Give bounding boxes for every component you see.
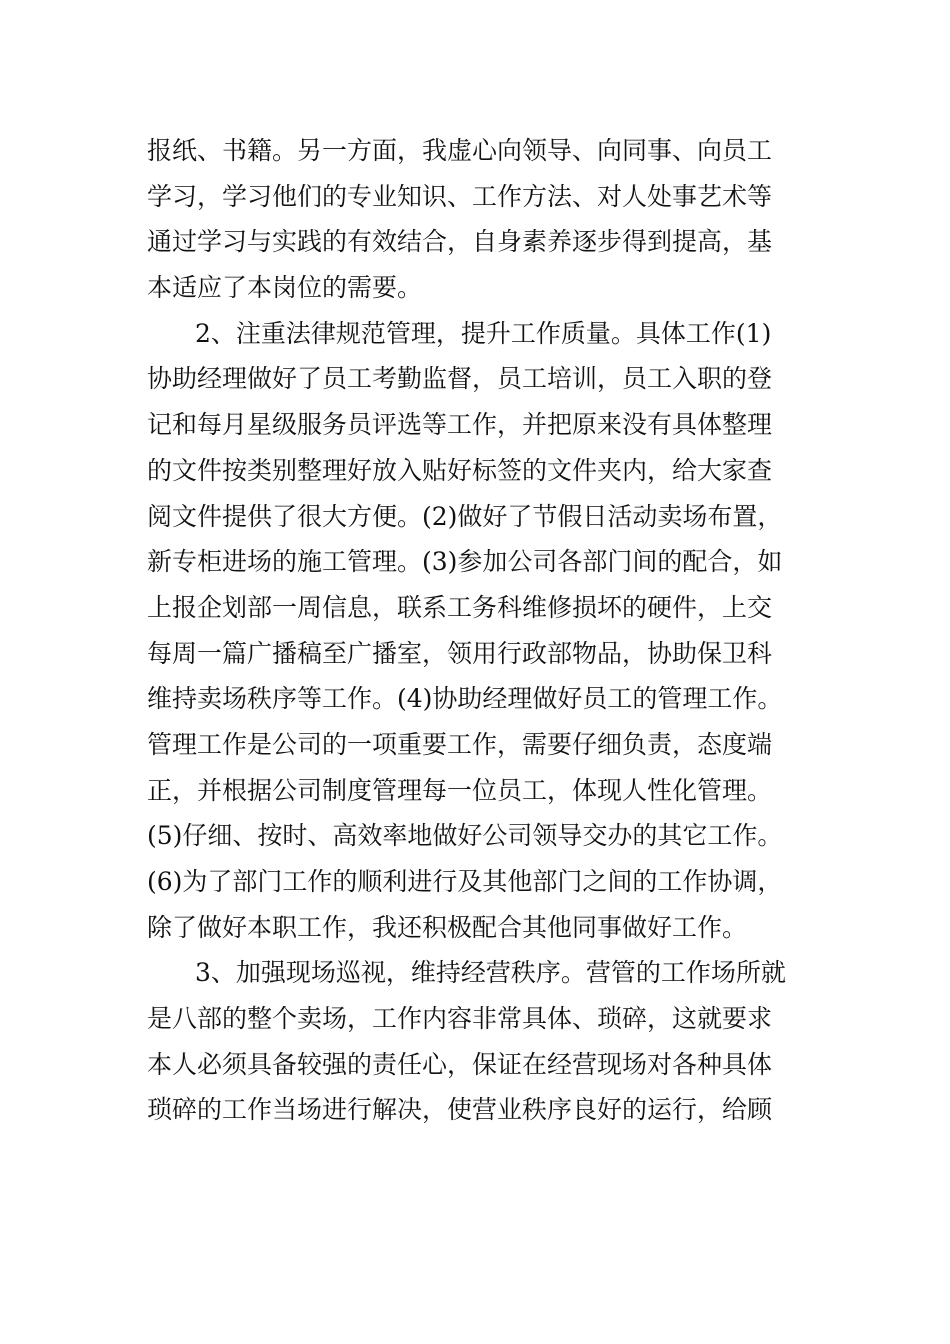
text-line: 正，并根据公司制度管理每一位员工，体现人性化管理。 (147, 775, 773, 805)
text-line: 本人必须具备较强的责任心，保证在经营现场对各种具体 (147, 1049, 773, 1079)
text-line: 记和每月星级服务员评选等工作，并把原来没有具体整理 (147, 410, 773, 440)
text-line: 上报企划部一周信息，联系工务科维修损坏的硬件，上交 (147, 592, 773, 622)
text-line: 是八部的整个卖场，工作内容非常具体、琐碎，这就要求 (147, 1004, 773, 1034)
text-line: 协助经理做好了员工考勤监督，员工培训，员工入职的登 (147, 364, 773, 394)
text-line: 新专柜进场的施工管理。(3)参加公司各部门间的配合，如 (147, 547, 783, 577)
text-line: 管理工作是公司的一项重要工作，需要仔细负责，态度端 (147, 729, 773, 759)
paragraph-3 (147, 950, 817, 1133)
text-line: (5)仔细、按时、高效率地做好公司领导交办的其它工作。 (147, 821, 783, 851)
text-line: 维持卖场秩序等工作。(4)协助经理做好员工的管理工作。 (147, 684, 783, 714)
text-line: 通过学习与实践的有效结合，自身素养逐步得到提高，基 (147, 227, 773, 257)
text-line: 3、加强现场巡视，维持经营秩序。营管的工作场所就 (195, 958, 786, 988)
text-line: 报纸、书籍。另一方面，我虚心向领导、向同事、向员工 (147, 136, 773, 165)
paragraph-2 (147, 311, 817, 951)
text-line: 2、注重法律规范管理，提升工作质量。具体工作(1) (195, 318, 772, 348)
paragraph-1 (147, 128, 817, 311)
text-line: 除了做好本职工作，我还积极配合其他同事做好工作。 (147, 912, 748, 942)
text-line: 的文件按类别整理好放入贴好标签的文件夹内，给大家查 (147, 455, 773, 485)
text-line: (6)为了部门工作的顺利进行及其他部门之间的工作协调， (147, 867, 783, 896)
text-line: 每周一篇广播稿至广播室，领用行政部物品，协助保卫科 (147, 638, 773, 668)
text-line: 本适应了本岗位的需要。 (147, 273, 423, 303)
document-body (147, 128, 817, 1133)
text-line: 琐碎的工作当场进行解决，使营业秩序良好的运行，给顾 (147, 1095, 773, 1125)
text-line: 阅文件提供了很大方便。(2)做好了节假日活动卖场布置， (147, 501, 783, 531)
text-line: 学习，学习他们的专业知识、工作方法、对人处事艺术等 (147, 181, 773, 211)
